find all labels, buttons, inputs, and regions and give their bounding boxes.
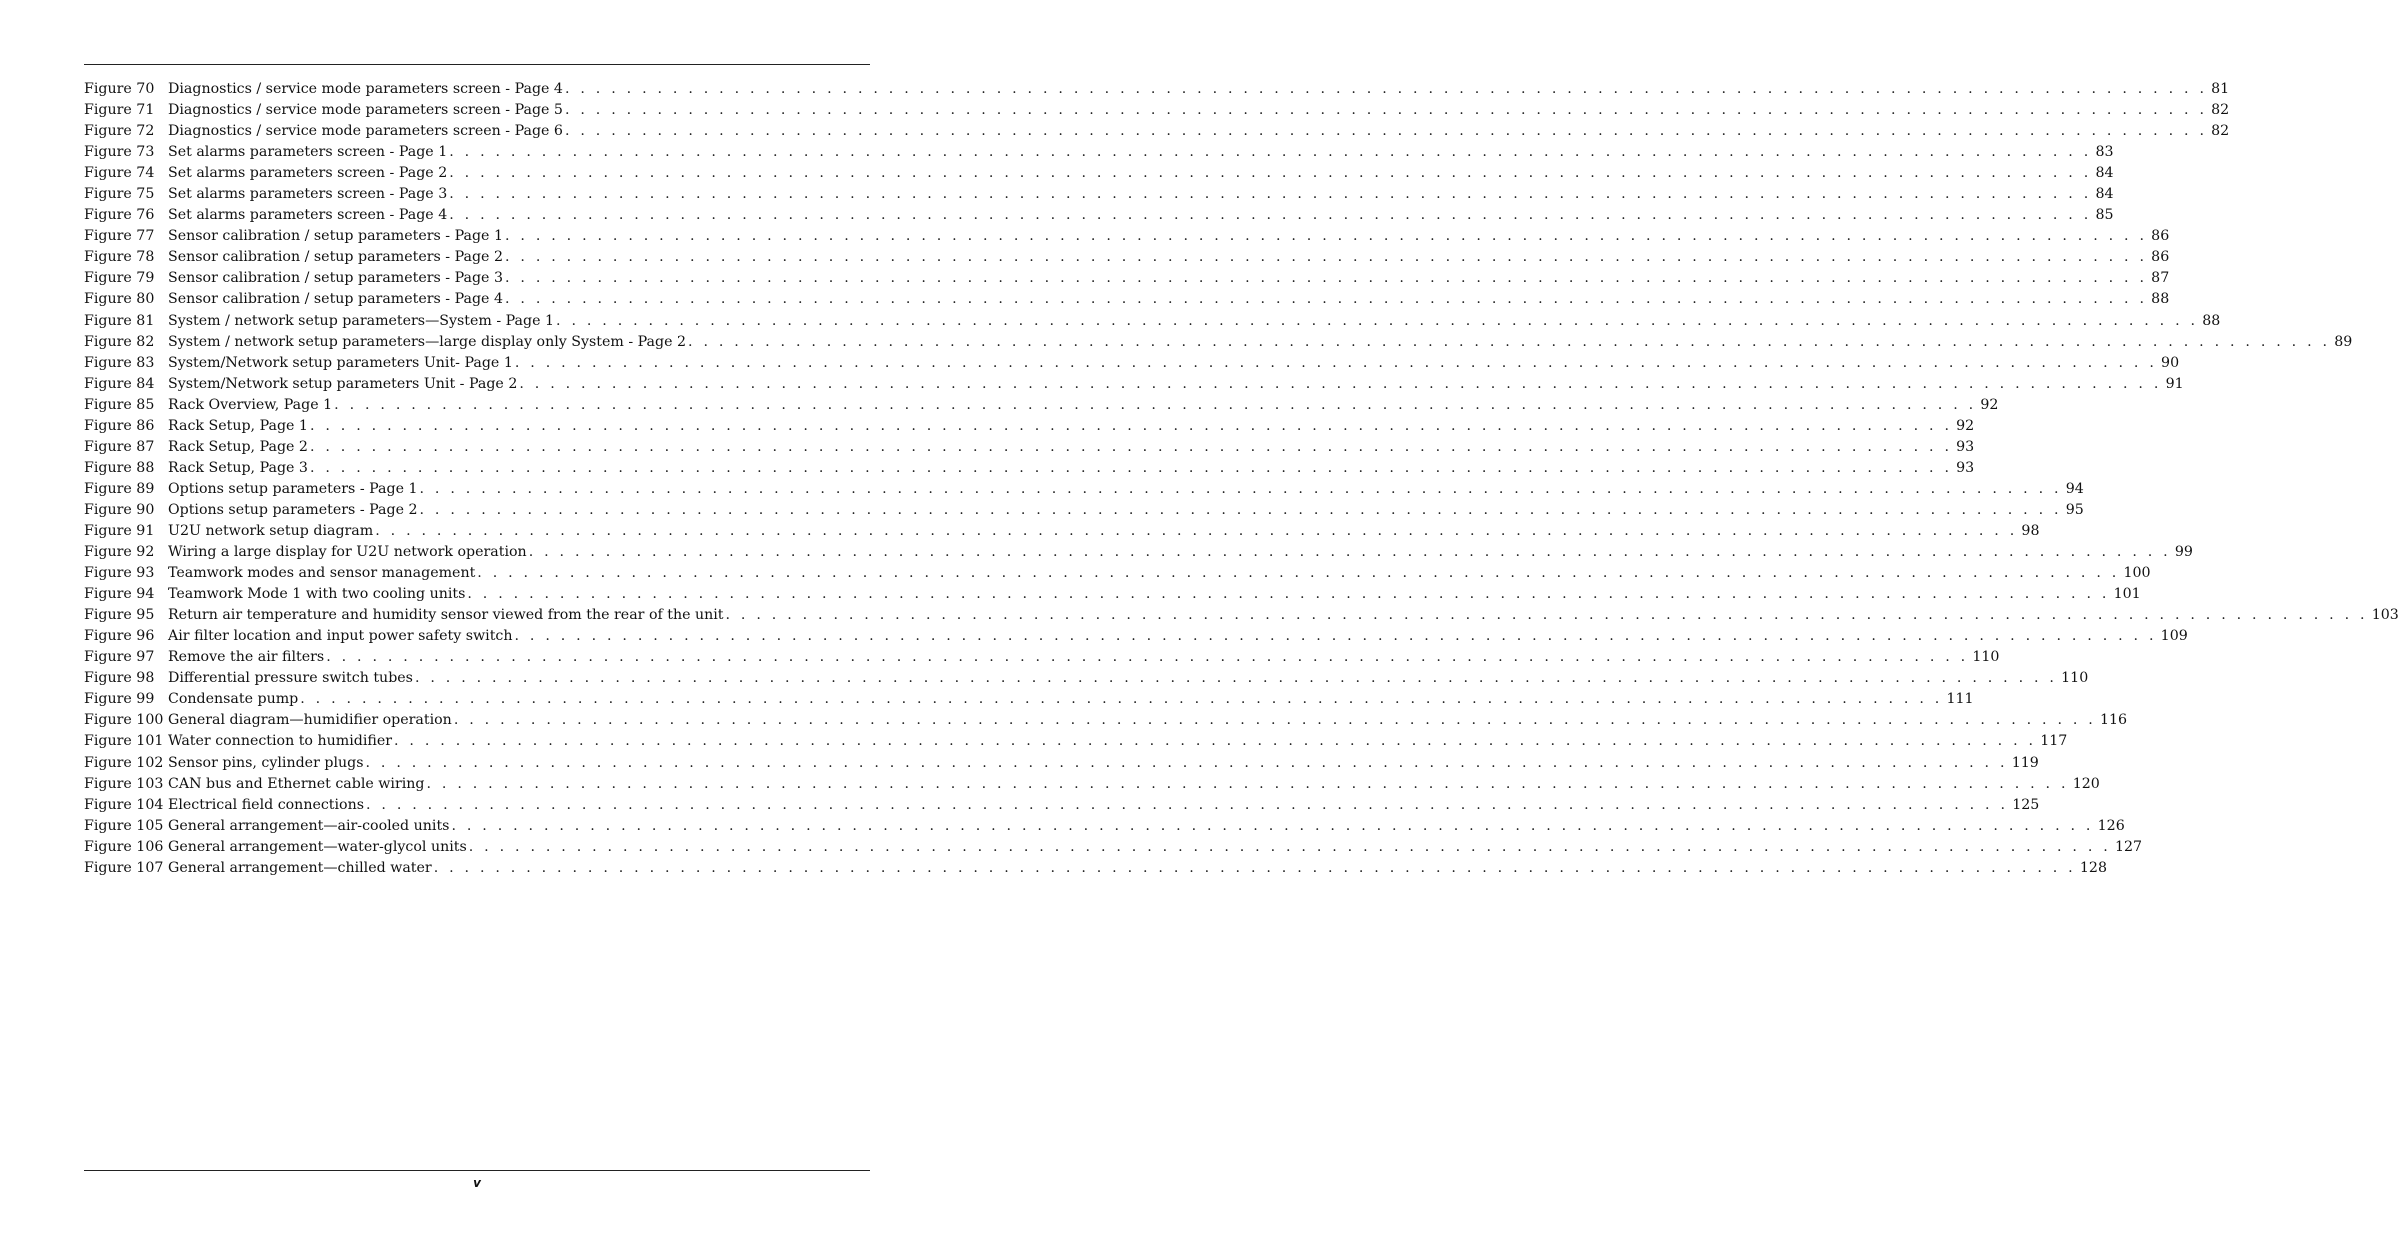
figure-page-number: 110 <box>2061 670 2089 687</box>
dot-leader <box>308 416 1956 437</box>
figure-page-number: 88 <box>2151 291 2170 308</box>
figure-title: Set alarms parameters screen - Page 1 <box>168 144 448 161</box>
figure-label: Figure 73 <box>84 144 155 161</box>
figure-page-number: 82 <box>2211 123 2230 140</box>
figure-label: Figure 92 <box>84 544 155 561</box>
dot-leader <box>332 395 1980 416</box>
figure-label: Figure 104 <box>84 796 164 813</box>
toc-entry[interactable] <box>84 753 2039 774</box>
figure-label: Figure 81 <box>84 312 155 329</box>
page-number: v <box>473 1176 481 1190</box>
figure-title: Water connection to humidifier <box>168 733 393 750</box>
toc-entry[interactable] <box>84 184 2114 205</box>
dot-leader <box>364 753 2012 774</box>
dot-leader <box>298 689 1946 710</box>
figure-page-number: 89 <box>2334 333 2353 350</box>
figure-title: General arrangement—water-glycol units <box>168 838 467 855</box>
dot-leader <box>724 605 2372 626</box>
toc-entry[interactable] <box>84 268 2170 289</box>
dot-leader <box>449 816 2097 837</box>
figure-page-number: 111 <box>1946 691 1974 708</box>
figure-title: Rack Setup, Page 2 <box>168 438 308 455</box>
toc-entry[interactable] <box>84 626 2188 647</box>
figure-label: Figure 105 <box>84 817 164 834</box>
figure-page-number: 90 <box>2161 354 2180 371</box>
figure-page-number: 86 <box>2151 228 2170 245</box>
figure-label: Figure 95 <box>84 607 155 624</box>
figure-page-number: 120 <box>2072 775 2100 792</box>
figure-title: Sensor calibration / setup parameters - Page 2 <box>168 249 503 266</box>
dot-leader <box>513 353 2161 374</box>
figure-label: Figure 71 <box>84 102 155 119</box>
figure-page-number: 84 <box>2095 165 2114 182</box>
toc-entry[interactable] <box>84 858 2107 879</box>
figure-title: Air filter location and input power safety switch <box>168 628 513 645</box>
dot-leader <box>308 437 1956 458</box>
figure-title: Options setup parameters - Page 1 <box>168 480 418 497</box>
figure-label: Figure 107 <box>84 859 164 876</box>
figure-label: Figure 74 <box>84 165 155 182</box>
figure-title: Options setup parameters - Page 2 <box>168 501 418 518</box>
figure-title: Sensor calibration / setup parameters - Page 4 <box>168 291 503 308</box>
toc-entry[interactable] <box>84 79 2230 100</box>
figure-page-number: 125 <box>2012 796 2040 813</box>
figure-title: Set alarms parameters screen - Page 4 <box>168 207 448 224</box>
figure-label: Figure 106 <box>84 838 164 855</box>
dot-leader <box>527 542 2175 563</box>
dot-leader <box>447 142 2095 163</box>
figure-title: General arrangement—chilled water <box>168 859 432 876</box>
figure-page-number: 100 <box>2123 565 2151 582</box>
toc-entry[interactable] <box>84 142 2114 163</box>
figure-title: Teamwork Mode 1 with two cooling units <box>168 586 466 603</box>
dot-leader <box>324 647 1972 668</box>
toc-entry[interactable] <box>84 605 2399 626</box>
figure-label: Figure 75 <box>84 186 155 203</box>
figure-title: Sensor calibration / setup parameters - Page 1 <box>168 228 503 245</box>
figure-title: Return air temperature and humidity sensor viewed from the rear of the unit <box>168 607 724 624</box>
toc-entry[interactable] <box>84 563 2151 584</box>
figure-page-number: 95 <box>2065 501 2084 518</box>
figure-title: Diagnostics / service mode parameters screen - Page 6 <box>168 123 563 140</box>
dot-leader <box>503 226 2151 247</box>
figure-title: Rack Overview, Page 1 <box>168 396 333 413</box>
figure-title: General diagram—humidifier operation <box>168 712 452 729</box>
figure-title: Sensor calibration / setup parameters - Page 3 <box>168 270 503 287</box>
figure-label: Figure 94 <box>84 586 155 603</box>
figure-page-number: 98 <box>2021 522 2040 539</box>
figure-title: CAN bus and Ethernet cable wiring <box>168 775 425 792</box>
toc-entry[interactable] <box>84 437 1975 458</box>
toc-entry[interactable] <box>84 226 2170 247</box>
figure-page-number: 87 <box>2151 270 2170 287</box>
dot-leader <box>503 268 2151 289</box>
figure-label: Figure 86 <box>84 417 155 434</box>
toc-entry[interactable] <box>84 121 2230 142</box>
toc-entry[interactable] <box>84 374 2184 395</box>
footer-rule <box>84 1170 870 1171</box>
figure-title: Set alarms parameters screen - Page 2 <box>168 165 448 182</box>
dot-leader <box>554 311 2202 332</box>
figure-label: Figure 103 <box>84 775 164 792</box>
dot-leader <box>517 374 2165 395</box>
figure-page-number: 116 <box>2100 712 2128 729</box>
figure-title: Diagnostics / service mode parameters screen - Page 4 <box>168 81 563 97</box>
dot-leader <box>364 795 2012 816</box>
figure-title: General arrangement—air-cooled units <box>168 817 450 834</box>
figure-title: Wiring a large display for U2U network operation <box>168 544 527 561</box>
toc-entry[interactable] <box>84 289 2170 310</box>
figure-label: Figure 70 <box>84 81 155 97</box>
toc-entry[interactable] <box>84 395 1999 416</box>
figure-label: Figure 77 <box>84 228 155 245</box>
toc-entry[interactable] <box>84 584 2141 605</box>
figure-title: Rack Setup, Page 3 <box>168 459 308 476</box>
toc-entry[interactable] <box>84 163 2114 184</box>
toc-entry[interactable] <box>84 458 1975 479</box>
figure-title: Sensor pins, cylinder plugs <box>168 754 364 771</box>
toc-entry[interactable] <box>84 837 2143 858</box>
figure-title: Set alarms parameters screen - Page 3 <box>168 186 448 203</box>
dot-leader <box>447 205 2095 226</box>
figure-label: Figure 79 <box>84 270 155 287</box>
figure-title: System/Network setup parameters Unit- Page 1 <box>168 354 513 371</box>
dot-leader <box>503 289 2151 310</box>
figure-page-number: 92 <box>1956 417 1975 434</box>
toc-entry[interactable] <box>84 311 2221 332</box>
dot-leader <box>418 479 2066 500</box>
dot-leader <box>563 79 2211 100</box>
list-of-figures <box>84 79 2399 879</box>
toc-entry[interactable] <box>84 247 2170 268</box>
figure-title: Rack Setup, Page 1 <box>168 417 308 434</box>
figure-page-number: 127 <box>2114 838 2143 855</box>
figure-label: Figure 98 <box>84 670 155 687</box>
figure-label: Figure 96 <box>84 628 155 645</box>
dot-leader <box>563 121 2211 142</box>
figure-page-number: 101 <box>2113 586 2141 603</box>
toc-entry[interactable] <box>84 353 2180 374</box>
figure-title: Diagnostics / service mode parameters screen - Page 5 <box>168 102 563 119</box>
figure-label: Figure 97 <box>84 649 155 666</box>
figure-label: Figure 91 <box>84 522 155 539</box>
figure-page-number: 81 <box>2211 81 2230 97</box>
toc-entry[interactable] <box>84 774 2100 795</box>
figure-label: Figure 84 <box>84 375 155 392</box>
figure-title: Teamwork modes and sensor management <box>168 565 476 582</box>
toc-entry[interactable] <box>84 332 2353 353</box>
figure-label: Figure 88 <box>84 459 155 476</box>
figure-label: Figure 80 <box>84 291 155 308</box>
dot-leader <box>686 332 2334 353</box>
figure-title: Condensate pump <box>168 691 299 708</box>
figure-title: Electrical field connections <box>168 796 364 813</box>
header-rule <box>84 64 870 65</box>
figure-label: Figure 101 <box>84 733 164 750</box>
figure-page-number: 88 <box>2202 312 2221 329</box>
dot-leader <box>465 584 2113 605</box>
figure-label: Figure 85 <box>84 396 155 413</box>
dot-leader <box>452 710 2100 731</box>
toc-entry[interactable] <box>84 416 1975 437</box>
figure-label: Figure 78 <box>84 249 155 266</box>
dot-leader <box>475 563 2123 584</box>
dot-leader <box>467 837 2115 858</box>
figure-page-number: 103 <box>2371 607 2399 624</box>
dot-leader <box>447 184 2095 205</box>
dot-leader <box>308 458 1956 479</box>
figure-page-number: 99 <box>2174 544 2193 561</box>
toc-entry[interactable] <box>84 542 2193 563</box>
figure-label: Figure 82 <box>84 333 155 350</box>
figure-page-number: 126 <box>2097 817 2125 834</box>
dot-leader <box>373 521 2021 542</box>
dot-leader <box>432 858 2080 879</box>
figure-label: Figure 100 <box>84 712 164 729</box>
figure-title: System / network setup parameters—large display only System - Page 2 <box>168 333 687 350</box>
toc-entry[interactable] <box>84 668 2089 689</box>
dot-leader <box>512 626 2160 647</box>
figure-page-number: 93 <box>1956 438 1975 455</box>
figure-page-number: 117 <box>2040 733 2068 750</box>
figure-page-number: 91 <box>2165 375 2184 392</box>
figure-title: System/Network setup parameters Unit - Page 2 <box>168 375 518 392</box>
figure-label: Figure 76 <box>84 207 155 224</box>
toc-entry[interactable] <box>84 479 2084 500</box>
dot-leader <box>563 100 2211 121</box>
figure-page-number: 83 <box>2095 144 2114 161</box>
toc-entry[interactable] <box>84 710 2128 731</box>
figure-title: U2U network setup diagram <box>168 522 374 539</box>
dot-leader <box>392 731 2040 752</box>
figure-title: System / network setup parameters—System - Page 1 <box>168 312 555 329</box>
figure-page-number: 85 <box>2095 207 2114 224</box>
figure-page-number: 86 <box>2151 249 2170 266</box>
figure-label: Figure 87 <box>84 438 155 455</box>
dot-leader <box>418 500 2066 521</box>
dot-leader <box>425 774 2073 795</box>
figure-page-number: 82 <box>2211 102 2230 119</box>
figure-page-number: 109 <box>2160 628 2188 645</box>
figure-label: Figure 72 <box>84 123 155 140</box>
toc-entry[interactable] <box>84 731 2068 752</box>
toc-entry[interactable] <box>84 795 2040 816</box>
toc-entry[interactable] <box>84 816 2125 837</box>
figure-label: Figure 89 <box>84 480 155 497</box>
dot-leader <box>413 668 2061 689</box>
dot-leader <box>447 163 2095 184</box>
figure-page-number: 94 <box>2065 480 2084 497</box>
figure-label: Figure 102 <box>84 754 164 771</box>
figure-page-number: 92 <box>1980 396 1999 413</box>
toc-entry[interactable] <box>84 647 2000 668</box>
figure-page-number: 119 <box>2011 754 2039 771</box>
figure-label: Figure 83 <box>84 354 155 371</box>
figure-label: Figure 93 <box>84 565 155 582</box>
figure-title: Differential pressure switch tubes <box>168 670 413 687</box>
figure-page-number: 84 <box>2095 186 2114 203</box>
dot-leader <box>503 247 2151 268</box>
figure-page-number: 93 <box>1956 459 1975 476</box>
figure-label: Figure 90 <box>84 501 155 518</box>
toc-entry[interactable] <box>84 500 2084 521</box>
figure-page-number: 110 <box>1972 649 2000 666</box>
figure-title: Remove the air filters <box>168 649 325 666</box>
toc-entry[interactable] <box>84 100 2230 121</box>
toc-entry[interactable] <box>84 205 2114 226</box>
toc-entry[interactable] <box>84 689 1974 710</box>
toc-entry[interactable] <box>84 521 2040 542</box>
figure-label: Figure 99 <box>84 691 155 708</box>
figure-page-number: 128 <box>2079 859 2107 876</box>
